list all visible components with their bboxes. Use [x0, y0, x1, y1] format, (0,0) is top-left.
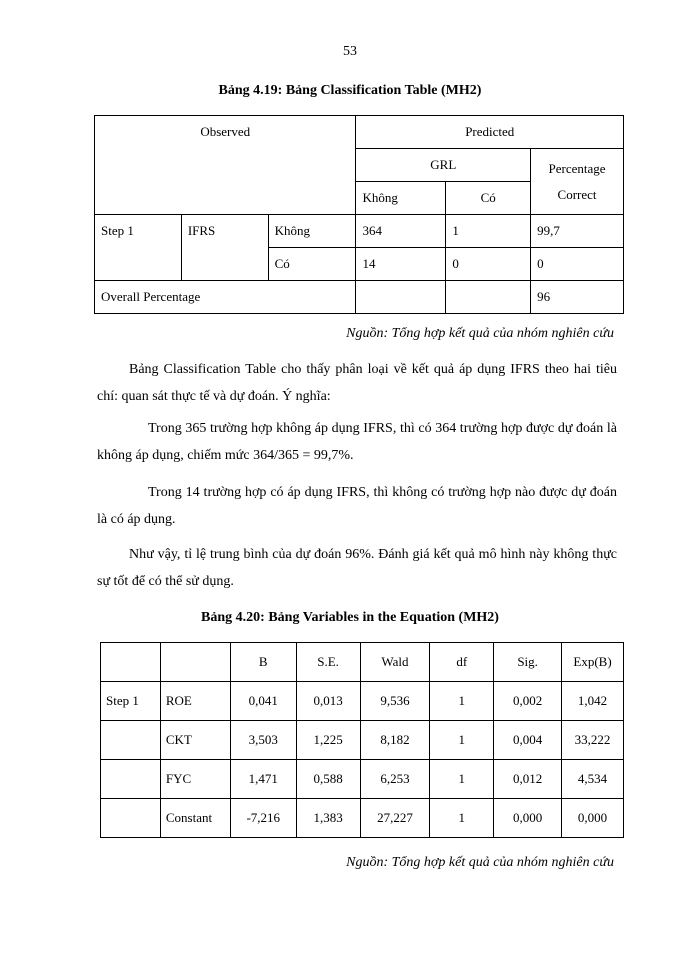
paragraph-1: Bảng Classification Table cho thấy phân loại về kết quả áp dụng IFRS theo hai tiêu chí: quan sát thực tế và dự đoán. Ý nghĩa: — [97, 362, 617, 404]
value-se: 0,013 — [296, 682, 360, 721]
value-expb: 4,534 — [562, 760, 624, 799]
value-sig: 0,004 — [494, 721, 562, 760]
table-4-20-caption: Bảng 4.20: Bảng Variables in the Equation (MH2) — [201, 610, 499, 625]
overall-empty-2 — [446, 281, 531, 314]
percentage-correct-header: Percentage Correct — [531, 149, 624, 215]
table-row — [101, 760, 624, 799]
value-df: 1 — [430, 799, 494, 838]
observed-header: Observed — [95, 116, 356, 215]
overall-percentage-value: 96 — [531, 281, 624, 314]
value-se: 1,225 — [296, 721, 360, 760]
paragraph-4: Như vậy, tỉ lệ trung bình của dự đoán 96%. Đánh giá kết quả mô hình này không thực sự tốt để có thể sử dụng. — [97, 547, 617, 589]
grl-header: GRL — [356, 149, 531, 182]
khong-pct-cell: 99,7 — [531, 215, 624, 248]
value-wald: 27,227 — [360, 799, 430, 838]
value-sig: 0,012 — [494, 760, 562, 799]
table-4-20-source: Nguồn: Tổng hợp kết quả của nhóm nghiên cứu — [346, 855, 614, 870]
value-df: 1 — [430, 760, 494, 799]
value-b: 3,503 — [230, 721, 296, 760]
header-empty — [160, 643, 230, 682]
step-empty — [101, 760, 161, 799]
value-expb: 33,222 — [562, 721, 624, 760]
observed-co-label: Có — [268, 248, 356, 281]
step-empty — [101, 721, 161, 760]
value-wald: 8,182 — [360, 721, 430, 760]
value-expb: 0,000 — [562, 799, 624, 838]
step-empty — [101, 799, 161, 838]
value-b: 0,041 — [230, 682, 296, 721]
value-b: 1,471 — [230, 760, 296, 799]
header-expb: Exp(B) — [562, 643, 624, 682]
value-se: 1,383 — [296, 799, 360, 838]
observed-khong-label: Không — [268, 215, 356, 248]
header-df: df — [430, 643, 494, 682]
predicted-co-header: Có — [446, 182, 531, 215]
table-4-19-source: Nguồn: Tổng hợp kết quả của nhóm nghiên cứu — [346, 326, 614, 341]
value-wald: 9,536 — [360, 682, 430, 721]
ifrs-label: IFRS — [181, 215, 268, 281]
predicted-header: Predicted — [356, 116, 624, 149]
step-label: Step 1 — [101, 682, 161, 721]
paragraph-2: Trong 365 trường hợp không áp dụng IFRS, thì có 364 trường hợp được dự đoán là không áp dụng, chiếm mức 364/365 = 99,7%. — [97, 421, 617, 463]
khong-co-cell: 1 — [446, 215, 531, 248]
header-b: B — [230, 643, 296, 682]
value-sig: 0,002 — [494, 682, 562, 721]
variables-table — [100, 642, 624, 838]
overall-empty-1 — [356, 281, 446, 314]
variable-name: FYC — [160, 760, 230, 799]
variable-name: Constant — [160, 799, 230, 838]
value-se: 0,588 — [296, 760, 360, 799]
header-empty — [101, 643, 161, 682]
paragraph-3: Trong 14 trường hợp có áp dụng IFRS, thì không có trường hợp nào được dự đoán là có áp dụng. — [97, 485, 617, 527]
value-wald: 6,253 — [360, 760, 430, 799]
variable-name: CKT — [160, 721, 230, 760]
value-sig: 0,000 — [494, 799, 562, 838]
table-4-19-caption: Bảng 4.19: Bảng Classification Table (MH2) — [218, 83, 482, 98]
variable-name: ROE — [160, 682, 230, 721]
overall-percentage-label: Overall Percentage — [95, 281, 356, 314]
table-row — [101, 682, 624, 721]
co-co-cell: 0 — [446, 248, 531, 281]
khong-khong-cell: 364 — [356, 215, 446, 248]
value-df: 1 — [430, 721, 494, 760]
predicted-khong-header: Không — [356, 182, 446, 215]
table-row — [101, 799, 624, 838]
step-label: Step 1 — [95, 215, 182, 281]
value-b: -7,216 — [230, 799, 296, 838]
value-expb: 1,042 — [562, 682, 624, 721]
header-wald: Wald — [360, 643, 430, 682]
table-row — [101, 721, 624, 760]
classification-table — [94, 115, 624, 314]
co-pct-cell: 0 — [531, 248, 624, 281]
co-khong-cell: 14 — [356, 248, 446, 281]
header-sig: Sig. — [494, 643, 562, 682]
value-df: 1 — [430, 682, 494, 721]
header-se: S.E. — [296, 643, 360, 682]
page-number: 53 — [343, 44, 357, 59]
